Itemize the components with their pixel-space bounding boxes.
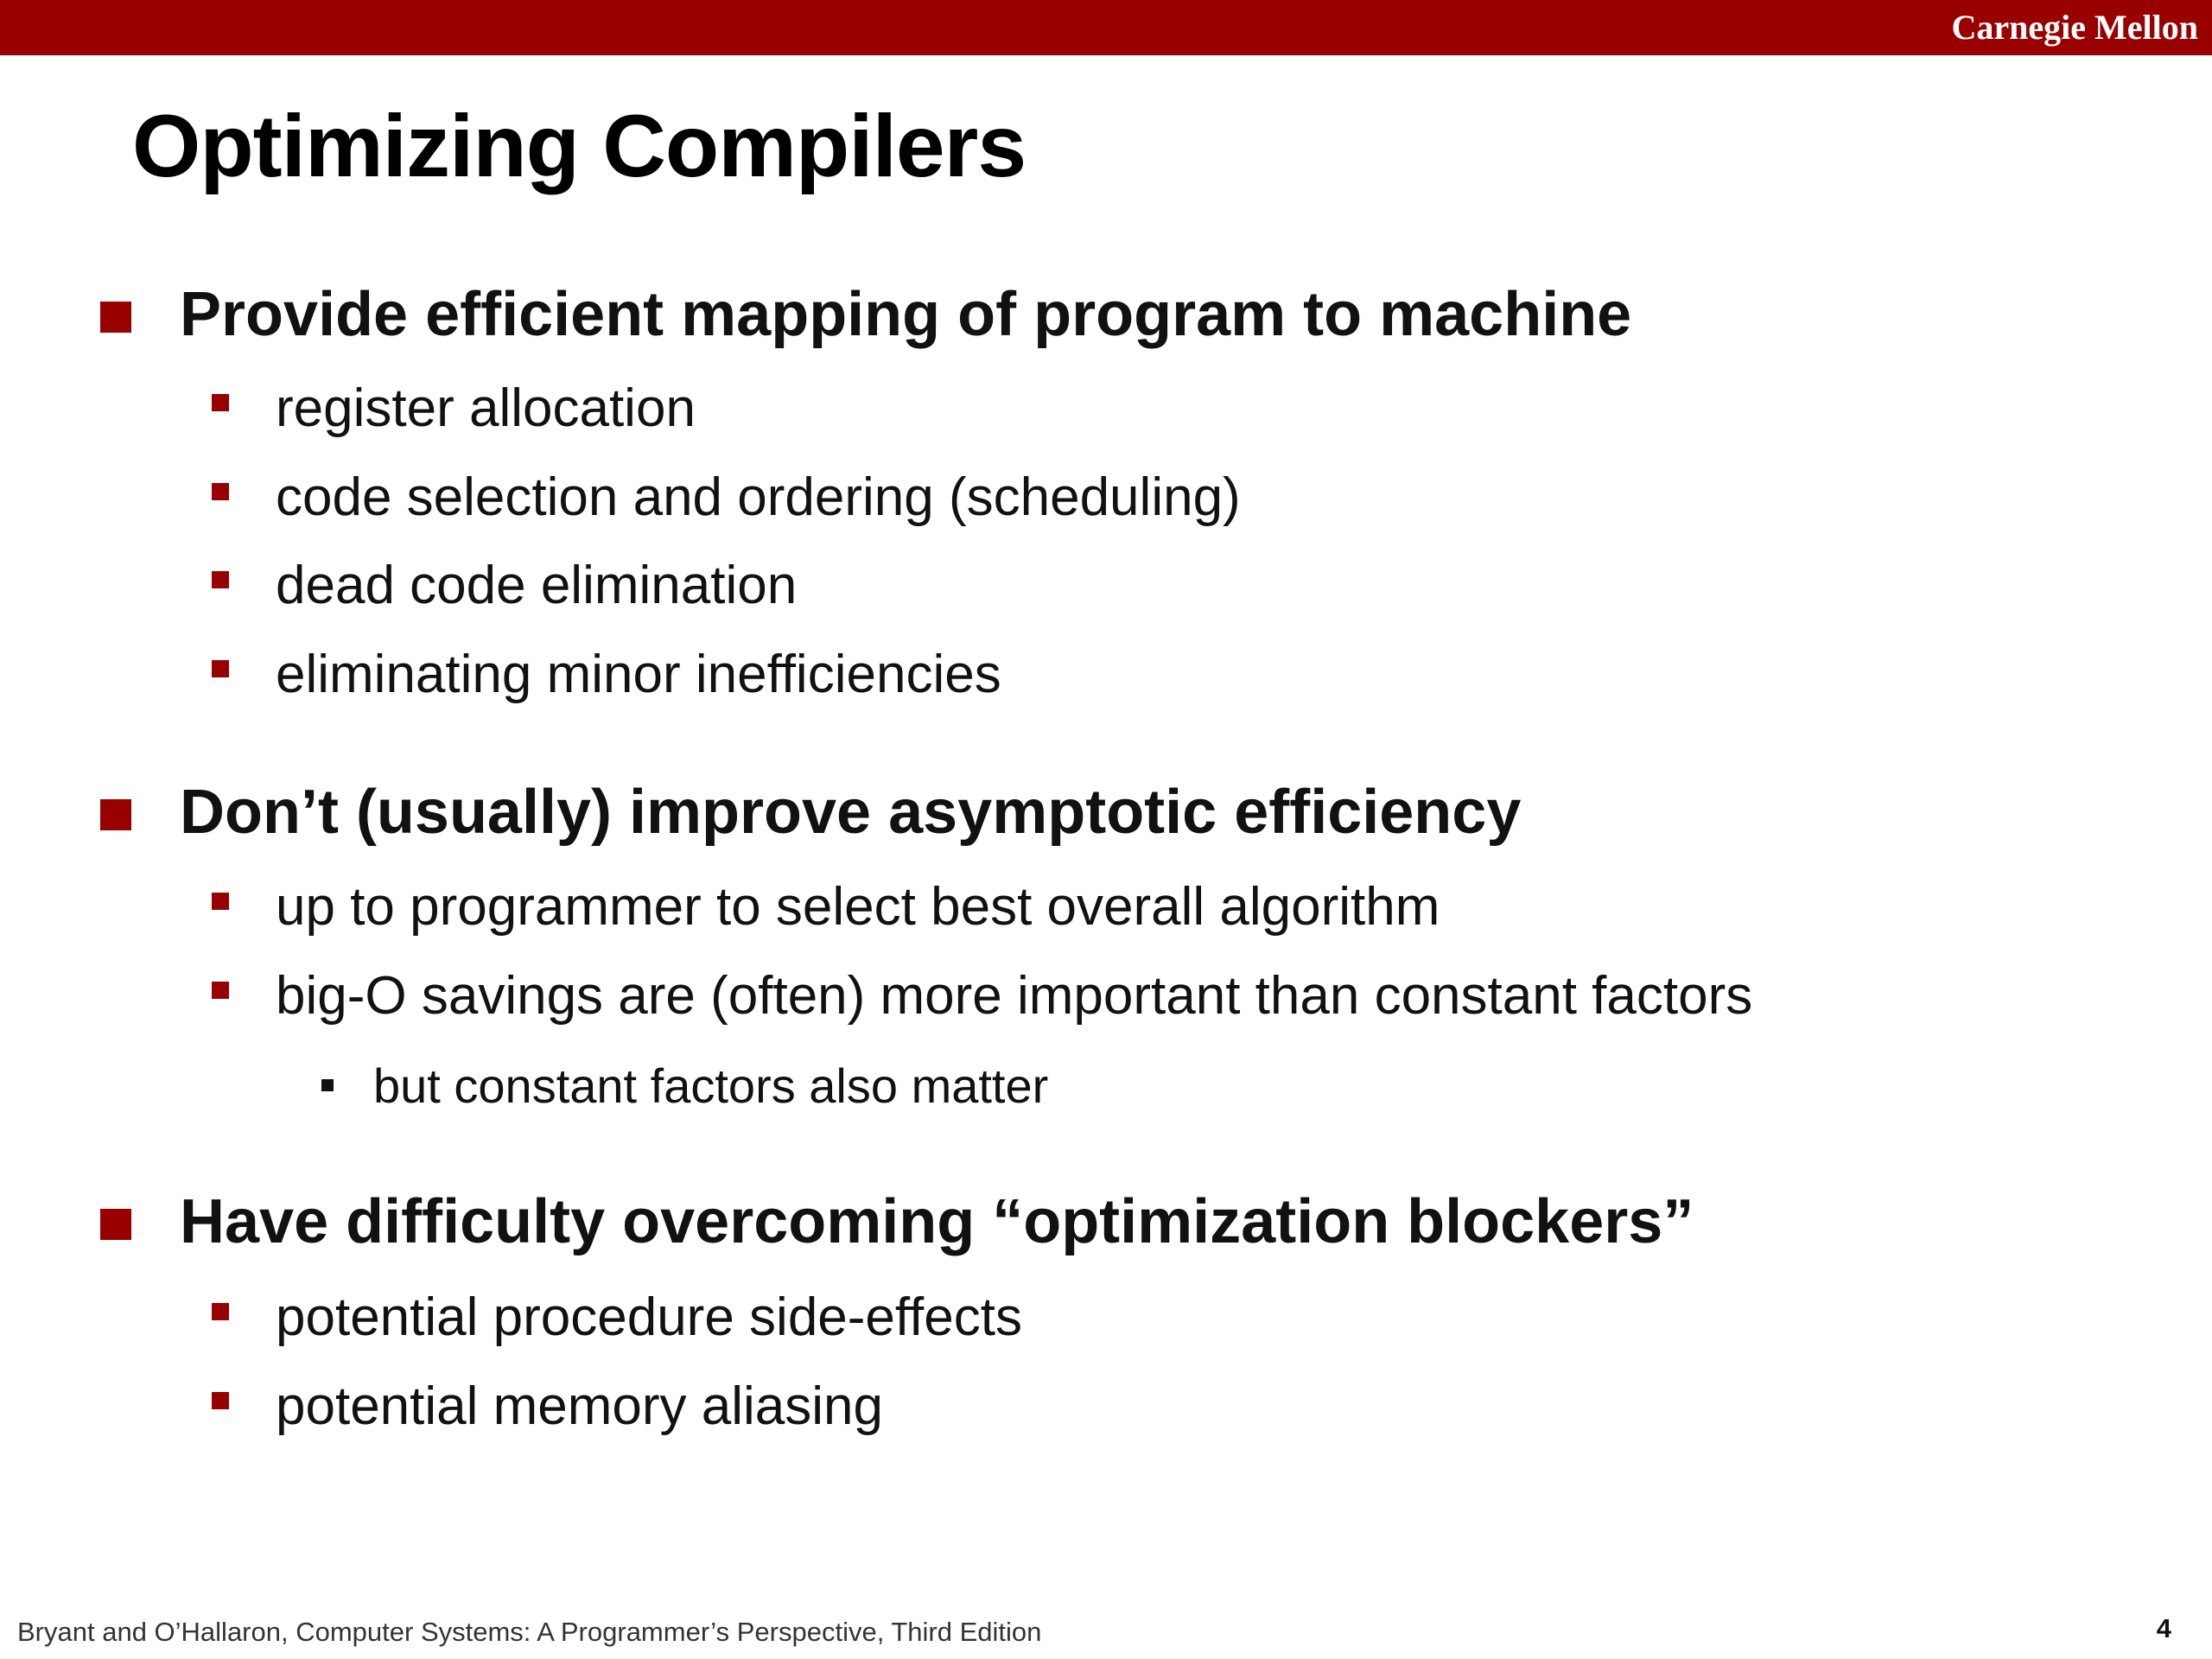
bullet-2-sub-2-sub-1: [373, 1057, 1048, 1116]
bullet-3-sub-1: [276, 1286, 1022, 1350]
bullet-2-sub-2-sub-1-text: but constant factors also matter: [373, 1058, 1049, 1113]
bullet-2-sub-2: [276, 964, 1752, 1028]
bullet-3-sub-2-text: potential memory aliasing: [276, 1376, 884, 1436]
bullet-2-sub-1-text: up to programmer to select best overall algorithm: [276, 877, 1440, 937]
square-bullet-icon: [100, 302, 131, 333]
square-bullet-icon: [212, 893, 229, 910]
bullet-3-sub-2: [276, 1375, 883, 1439]
bullet-3-text: Have difficulty overcoming “optimization blockers”: [180, 1187, 1694, 1256]
bullet-3: [180, 1185, 1694, 1258]
square-bullet-icon: [100, 1209, 131, 1240]
square-bullet-icon: [212, 394, 229, 411]
square-bullet-icon: [212, 1392, 229, 1409]
bullet-2-sub-2-text: big-O savings are (often) more important than constant factors: [276, 966, 1753, 1026]
footer-citation: Bryant and O’Hallaron, Computer Systems: A Programmer’s Perspective, Third Edition: [17, 1617, 1042, 1647]
bullet-2-text: Don’t (usually) improve asymptotic efficiency: [180, 778, 1522, 847]
bullet-2: [180, 776, 1521, 849]
bullet-1-sub-4-text: eliminating minor inefficiencies: [276, 645, 1001, 704]
slide-title: Optimizing Compilers: [132, 97, 1027, 195]
bullet-1-sub-2: [276, 466, 1241, 530]
bullet-1-sub-3: [276, 554, 797, 618]
square-bullet-icon: [212, 1303, 229, 1320]
small-square-bullet-icon: [321, 1079, 334, 1091]
bullet-3-sub-1-text: potential procedure side-effects: [276, 1287, 1022, 1347]
square-bullet-icon: [212, 982, 229, 999]
bullet-1-sub-4: [276, 643, 1001, 707]
bullet-2-sub-1: [276, 875, 1440, 939]
brand-label: Carnegie Mellon: [1951, 8, 2198, 47]
bullet-1-sub-3-text: dead code elimination: [276, 556, 798, 615]
square-bullet-icon: [212, 483, 229, 500]
bullet-1-sub-1-text: register allocation: [276, 378, 696, 438]
square-bullet-icon: [100, 799, 131, 830]
bullet-1-text: Provide efficient mapping of program to machine: [180, 280, 1632, 349]
top-banner: [0, 0, 2212, 55]
bullet-1: [180, 278, 1631, 351]
page-number: 4: [2156, 1613, 2171, 1643]
square-bullet-icon: [212, 660, 229, 677]
bullet-1-sub-2-text: code selection and ordering (scheduling): [276, 467, 1241, 527]
bullet-1-sub-1: [276, 377, 696, 441]
square-bullet-icon: [212, 571, 229, 588]
